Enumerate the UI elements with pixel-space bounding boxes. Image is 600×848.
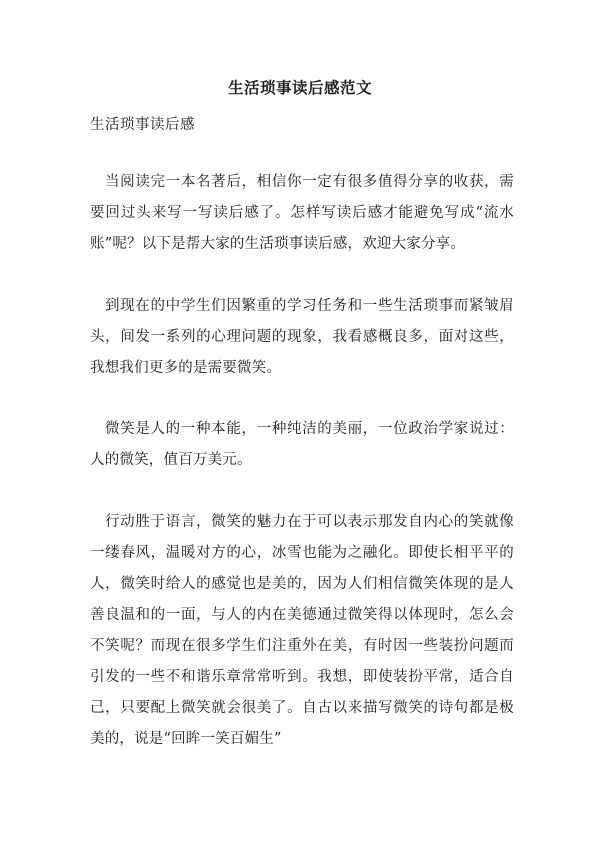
paragraph-1: 当阅读完一本名著后，相信你一定有很多值得分享的收获，需要回过头来写一写读后感了。怎样写读后感才能避免写成“流水账”呢？以下是帮大家的生活琐事读后感，欢迎大家分享。 (90, 174, 514, 252)
paragraph-2: 到现在的中学生们因繁重的学习任务和一些生活琐事而紧皱眉头，间发一系列的心理问题的现象，我看感概良多，面对这些，我想我们更多的是需要微笑。 (90, 298, 514, 376)
document-title: 生活琐事读后感范文 (227, 78, 372, 97)
document-subtitle: 生活琐事读后感 (90, 117, 195, 133)
paragraph-3: 微笑是人的一种本能，一种纯洁的美丽，一位政治学家说过：人的微笑，值百万美元。 (90, 421, 514, 468)
paragraph-4: 行动胜于语言，微笑的魅力在于可以表示那发自内心的笑就像一缕春风，温暖对方的心，冰雪也能为之融化。即使长相平平的人，微笑时给人的感觉也是美的，因为人们相信微笑体现的是人善良温和的一面，与人的内在美德通过微笑得以体现时，怎么会不笑呢？而现在很多学生们注重外在美，有时因一些装扮问题而引发的一些不和谐乐章常常听到。我想，即使装扮平常，适合自己，只要配上微笑就会很美了。自古以来描写微笑的诗句都是极美的，说是“回眸一笑百媚生” (90, 514, 514, 747)
